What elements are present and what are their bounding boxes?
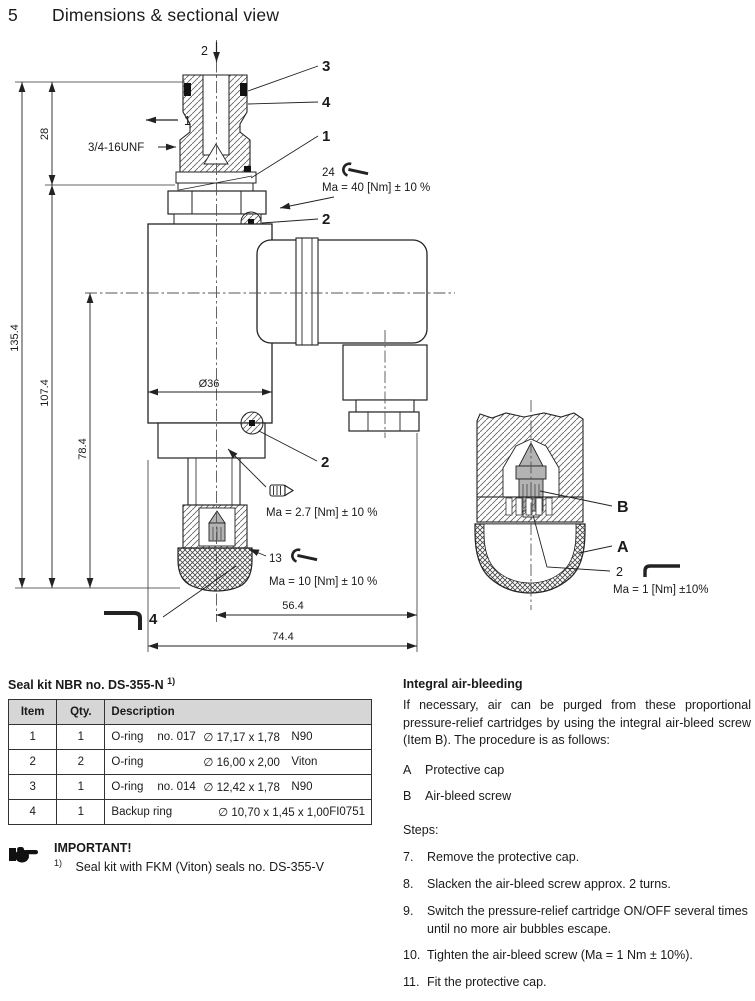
step-text: Slacken the air-bleed screw approx. 2 turns.: [427, 877, 671, 891]
step-8: [403, 876, 751, 894]
center-bore: [203, 75, 229, 155]
col-item: Item: [9, 700, 57, 725]
dim-107: 107.4: [39, 379, 51, 407]
legend-key: A: [403, 763, 412, 777]
callout-4-lower: 4: [149, 611, 158, 628]
dim-28: 28: [39, 127, 51, 141]
main-sectional-view: [9, 40, 455, 652]
important-label: IMPORTANT!: [54, 841, 132, 856]
legend-item-b: [403, 788, 751, 806]
step-text: Switch the pressure-relief cartridge ON/OFF several times until no more air bubbles escape.: [427, 903, 748, 936]
wrench13-size: 13: [269, 553, 282, 565]
cell-item: 1: [9, 725, 57, 750]
pointing-hand-icon: [8, 841, 40, 867]
cell-qty: 1: [57, 775, 105, 800]
dim-56: 56.4: [282, 600, 304, 612]
allen-key-icon: [645, 566, 680, 577]
footnote-ref: 1): [54, 858, 63, 869]
callout-2-upper: 2: [322, 211, 331, 228]
port2-label: 2: [201, 44, 208, 58]
cell-item: 3: [9, 775, 57, 800]
step-9: [403, 903, 751, 939]
table-header-row: [9, 700, 372, 725]
step-text: Tighten the air-bleed screw (Ma = 1 Nm ± 10%).: [427, 948, 693, 963]
air-bleed-detail-view: [475, 400, 708, 610]
step-11: [403, 974, 751, 992]
dim-dia36: Ø36: [198, 378, 220, 390]
dim-78: 78.4: [77, 438, 89, 460]
callout-3: 3: [322, 58, 331, 75]
step-number: 11.: [403, 975, 420, 989]
torque40-leader: [280, 197, 334, 208]
cell-description: O-ring no. 014 ∅ 12,42 x 1,78 N90: [111, 781, 313, 795]
valve-body: [148, 224, 272, 423]
torque10-text: Ma = 10 [Nm] ± 10 %: [269, 576, 378, 588]
section-number: 5: [8, 5, 18, 25]
seal-kit-heading-footref: 1): [167, 676, 176, 686]
table-row: [9, 775, 372, 800]
air-bleeding-heading: Integral air-bleeding: [403, 677, 523, 691]
step-number: 9.: [403, 903, 414, 918]
o-ring-item4: [240, 83, 247, 96]
legend-text: Protective cap: [425, 763, 505, 777]
cell-item: 2: [9, 750, 57, 775]
air-bleeding-instructions: [403, 676, 751, 1001]
legend-text: Air-bleed screw: [425, 788, 512, 803]
col-description: Description: [105, 700, 372, 725]
seal-kit-heading-text: Seal kit NBR no. DS-355-N: [8, 678, 164, 693]
footnote-text: Seal kit with FKM (Viton) seals no. DS-355-V: [75, 860, 324, 875]
dim-135: 135.4: [9, 324, 21, 352]
steps-label: Steps:: [403, 822, 439, 837]
wrench-icon: [291, 548, 318, 567]
step-number: 10.: [403, 948, 421, 963]
cell-description: O-ring no. 017 ∅ 17,17 x 1,78 N90: [111, 731, 313, 745]
callout-b: B: [617, 499, 629, 516]
wrench-icon: [342, 162, 369, 181]
air-bleeding-paragraph: If necessary, air can be purged from these proportional pressure-relief cartridges by using the integral air-bleed screw (Item B). The procedure is as follows:: [403, 697, 751, 748]
step-7: [403, 849, 751, 867]
dim-74: 74.4: [272, 631, 294, 643]
seal-kit-section: [8, 676, 374, 874]
connector-body: [257, 240, 427, 343]
port1-label: 1: [184, 114, 191, 128]
hex-nut: [168, 191, 266, 214]
wrench24-size: 24: [322, 167, 335, 179]
protective-cap-main: [178, 548, 252, 591]
seal-kit-table: [8, 699, 372, 825]
callout-2-lower: 2: [321, 454, 330, 471]
spacer: [178, 183, 253, 191]
cell-qty: 1: [57, 800, 105, 825]
allen-size-label: 2: [616, 565, 623, 579]
cell-description: Backup ring ∅ 10,70 x 1,45 x 1,00 FI0751: [111, 806, 365, 820]
cell-item: 4: [9, 800, 57, 825]
legend-key: B: [403, 788, 412, 803]
hand-tighten-icon: [270, 485, 293, 496]
seal-kit-heading: [8, 676, 374, 692]
step-number: 7.: [403, 850, 414, 865]
thread-label: 3/4-16UNF: [88, 142, 145, 154]
table-row: [9, 800, 372, 825]
step-number: 8.: [403, 877, 414, 891]
cell-qty: 2: [57, 750, 105, 775]
step-10: [403, 947, 751, 965]
table-row: [9, 750, 372, 775]
callout-1: 1: [322, 128, 331, 145]
allen-key-icon: [104, 613, 140, 630]
legend-item-a: [403, 762, 751, 780]
cell-qty: 1: [57, 725, 105, 750]
connector-nut: [349, 412, 419, 431]
important-note: [8, 841, 374, 874]
step-text: Remove the protective cap.: [427, 850, 580, 865]
torque1-text: Ma = 1 [Nm] ±10%: [613, 584, 709, 596]
section-title-text: Dimensions & sectional view: [52, 5, 280, 25]
torque27-text: Ma = 2.7 [Nm] ± 10 %: [266, 507, 378, 519]
o-ring-item3: [184, 83, 191, 96]
callout-4: 4: [322, 94, 331, 111]
col-qty: Qty.: [57, 700, 105, 725]
footnote: [54, 858, 324, 874]
cell-description: O-ring ∅ 16,00 x 2,00 Viton: [111, 756, 318, 770]
step-text: Fit the protective cap.: [427, 975, 547, 989]
torque40-text: Ma = 40 [Nm] ± 10 %: [322, 182, 431, 194]
callout-a: A: [617, 539, 629, 556]
connector-flange: [296, 238, 318, 345]
table-row: [9, 725, 372, 750]
